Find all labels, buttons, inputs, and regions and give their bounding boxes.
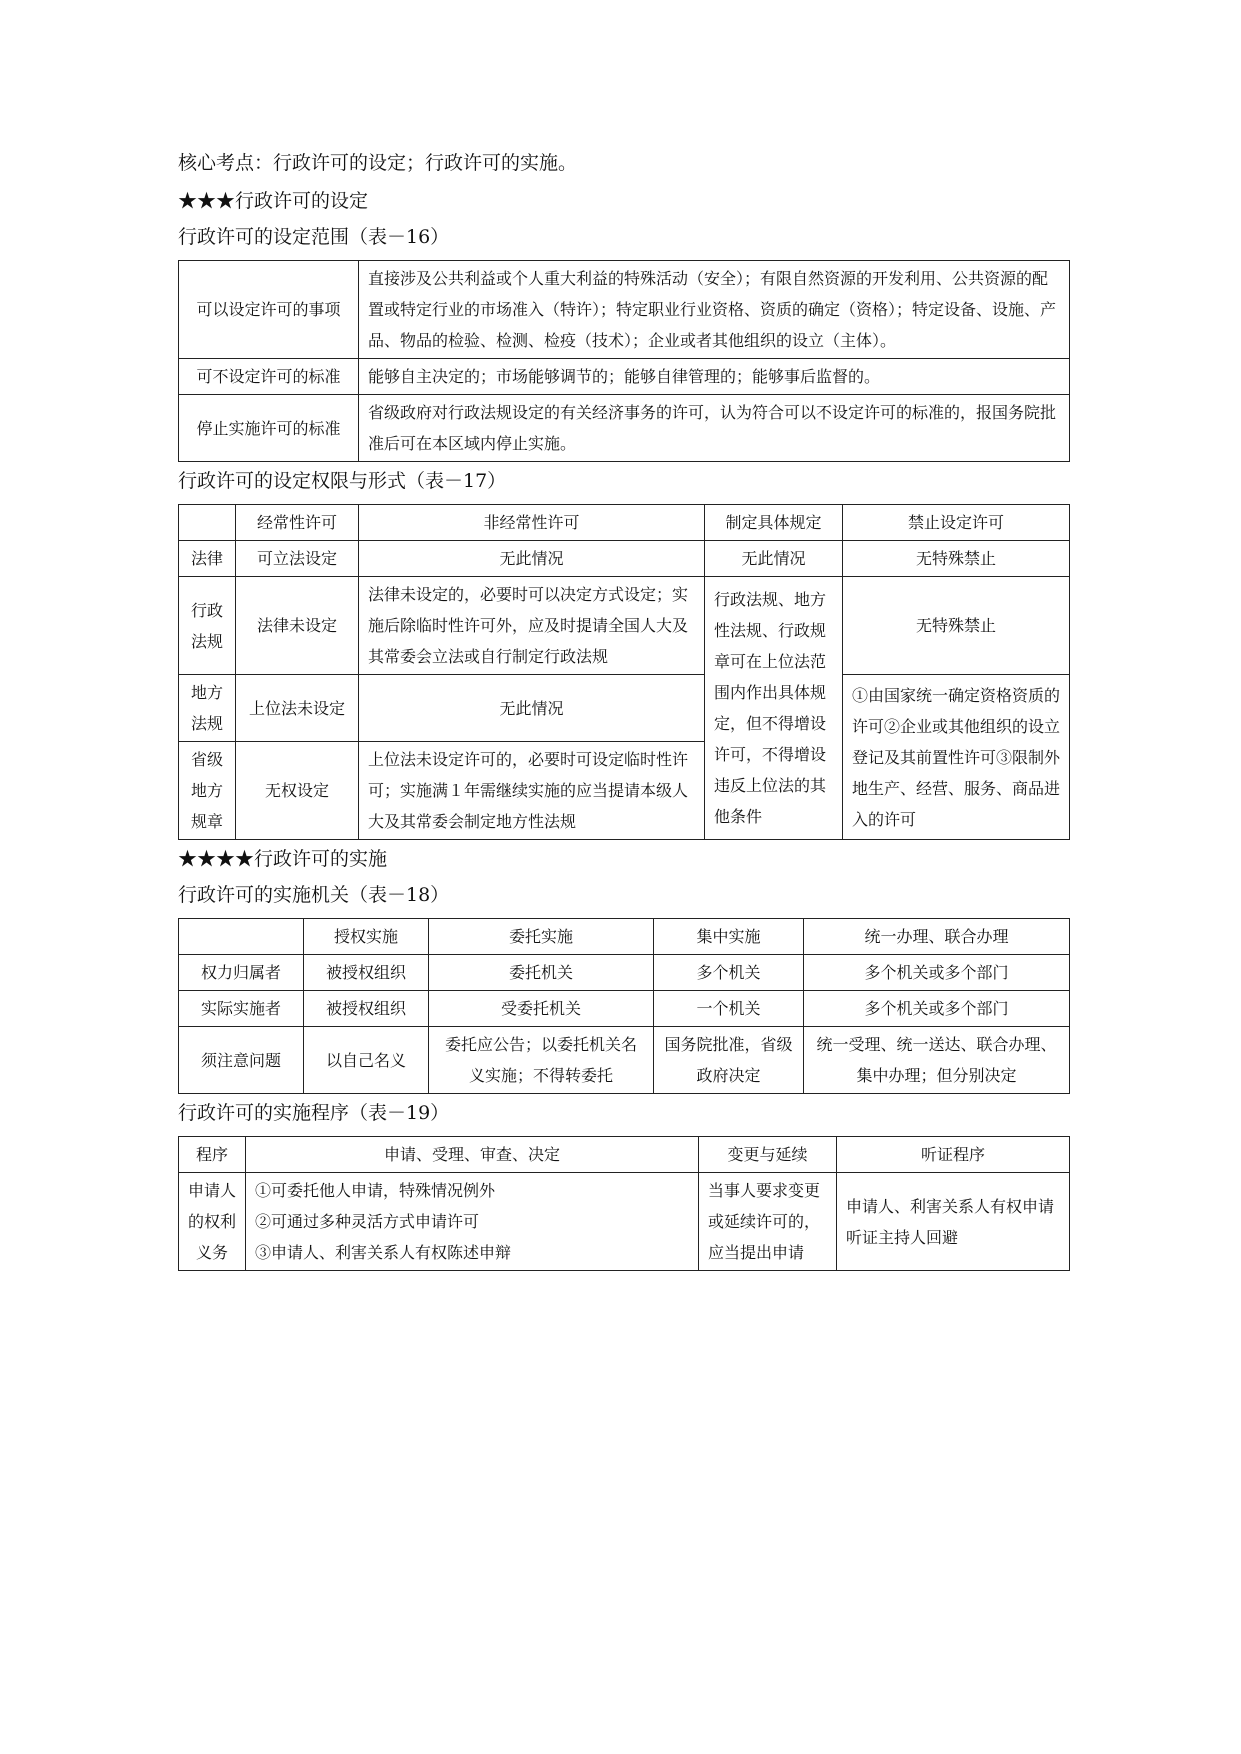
table-row [179, 541, 1070, 577]
table-row [179, 991, 1070, 1027]
table18-header: 集中实施 [654, 919, 804, 955]
table19-header: 申请、受理、审查、决定 [246, 1137, 699, 1173]
table18-cell: 权力归属者 [179, 955, 304, 991]
table18-cell: 多个机关 [654, 955, 804, 991]
table18-header-empty [179, 919, 304, 955]
intro-text: 核心考点：行政许可的设定；行政许可的实施。 [178, 152, 578, 174]
list-item: ①可委托他人申请，特殊情况例外 [255, 1181, 496, 1200]
table19-caption: 行政许可的实施程序（表－19） [178, 1102, 450, 1124]
table17-header: 非经常性许可 [359, 505, 705, 541]
table17-cell: 无特殊禁止 [843, 577, 1070, 675]
table18-cell: 受委托机关 [429, 991, 654, 1027]
table16-content: 能够自主决定的；市场能够调节的；能够自律管理的；能够事后监督的。 [359, 359, 1070, 395]
table17-row-label: 省级地方规章 [179, 742, 236, 840]
table-header-row [179, 1137, 1070, 1173]
table-header-row [179, 919, 1070, 955]
table18-cell: 委托机关 [429, 955, 654, 991]
table18-cell: 实际实施者 [179, 991, 304, 1027]
table17-cell: 可立法设定 [236, 541, 359, 577]
table-row [179, 955, 1070, 991]
table18-cell: 被授权组织 [304, 991, 429, 1027]
table17-cell: 上位法未设定 [236, 675, 359, 742]
table16-label: 停止实施许可的标准 [179, 395, 359, 462]
table17-header: 禁止设定许可 [843, 505, 1070, 541]
table18-cell: 被授权组织 [304, 955, 429, 991]
table18-cell: 多个机关或多个部门 [804, 955, 1070, 991]
table-row [179, 577, 1070, 675]
table17-header: 制定具体规定 [705, 505, 843, 541]
document-page [178, 150, 1070, 1277]
table17-header-empty [179, 505, 236, 541]
list-item: ③申请人、利害关系人有权陈述申辩 [255, 1243, 512, 1262]
table-row [179, 395, 1070, 462]
table19-change-cell: 当事人要求变更或延续许可的，应当提出申请 [699, 1173, 837, 1271]
table17-cell: 上位法未设定许可的，必要时可设定临时性许可；实施满１年需继续实施的应当提请本级人大及其常委会制定地方性法规 [359, 742, 705, 840]
section-heading-setting: ★★★行政许可的设定 [178, 190, 369, 212]
list-item: ②可通过多种灵活方式申请许可 [255, 1212, 480, 1231]
table16-label: 可以设定许可的事项 [179, 261, 359, 359]
table17-header: 经常性许可 [236, 505, 359, 541]
table17-cell: 法律未设定 [236, 577, 359, 675]
table17-cell: 无权设定 [236, 742, 359, 840]
table18-header: 统一办理、联合办理 [804, 919, 1070, 955]
table17-cell: 法律未设定的，必要时可以决定方式设定；实施后除临时性许可外，应及时提请全国人大及其常委会立法或自行制定行政法规 [359, 577, 705, 675]
table-row [179, 359, 1070, 395]
table-row [179, 1173, 1070, 1271]
table19-header: 听证程序 [837, 1137, 1070, 1173]
table17-cell: 无此情况 [705, 541, 843, 577]
table17-cell: 无此情况 [359, 675, 705, 742]
table19-row-label: 申请人的权利义务 [179, 1173, 246, 1271]
table18-header: 授权实施 [304, 919, 429, 955]
table-row [179, 1027, 1070, 1094]
table16-label: 可不设定许可的标准 [179, 359, 359, 395]
table17-cell: 无此情况 [359, 541, 705, 577]
table17-row-label: 法律 [179, 541, 236, 577]
table18-caption: 行政许可的实施机关（表－18） [178, 884, 450, 906]
table16-caption: 行政许可的设定范围（表－16） [178, 226, 450, 248]
table17-prohibit-merged: ①由国家统一确定资格资质的许可②企业或其他组织的设立登记及其前置性许可③限制外地生产、经营、服务、商品进入的许可 [843, 675, 1070, 840]
table17-row-label: 行政法规 [179, 577, 236, 675]
table19 [178, 1136, 1070, 1271]
table19-header: 程序 [179, 1137, 246, 1173]
table17-row-label: 地方法规 [179, 675, 236, 742]
table17-caption: 行政许可的设定权限与形式（表－17） [178, 470, 507, 492]
table-row [179, 675, 1070, 742]
table-row [179, 261, 1070, 359]
table17-cell: 无特殊禁止 [843, 541, 1070, 577]
table17 [178, 504, 1070, 840]
table18 [178, 918, 1070, 1094]
table19-hearing-cell: 申请人、利害关系人有权申请听证主持人回避 [837, 1173, 1070, 1271]
table18-cell: 多个机关或多个部门 [804, 991, 1070, 1027]
table17-specific-merged: 行政法规、地方性法规、行政规章可在上位法范围内作出具体规定，但不得增设许可，不得增设违反上位法的其他条件 [705, 577, 843, 840]
table18-cell: 国务院批准，省级政府决定 [654, 1027, 804, 1094]
table16-content: 省级政府对行政法规设定的有关经济事务的许可，认为符合可以不设定许可的标准的，报国务院批准后可在本区域内停止实施。 [359, 395, 1070, 462]
table18-cell: 须注意问题 [179, 1027, 304, 1094]
table16 [178, 260, 1070, 462]
table19-items-cell [246, 1173, 699, 1271]
table18-cell: 统一受理、统一送达、联合办理、集中办理；但分别决定 [804, 1027, 1070, 1094]
table-header-row [179, 505, 1070, 541]
table16-content: 直接涉及公共利益或个人重大利益的特殊活动（安全）；有限自然资源的开发利用、公共资源的配置或特定行业的市场准入（特许）；特定职业行业资格、资质的确定（资格）；特定设备、设施、产品、物品的检验、检测、检疫（技术）；企业或者其他组织的设立（主体）。 [359, 261, 1070, 359]
table19-header: 变更与延续 [699, 1137, 837, 1173]
table18-cell: 一个机关 [654, 991, 804, 1027]
table18-cell: 以自己名义 [304, 1027, 429, 1094]
table18-header: 委托实施 [429, 919, 654, 955]
section-heading-implementation: ★★★★行政许可的实施 [178, 848, 388, 870]
table18-cell: 委托应公告；以委托机关名义实施；不得转委托 [429, 1027, 654, 1094]
